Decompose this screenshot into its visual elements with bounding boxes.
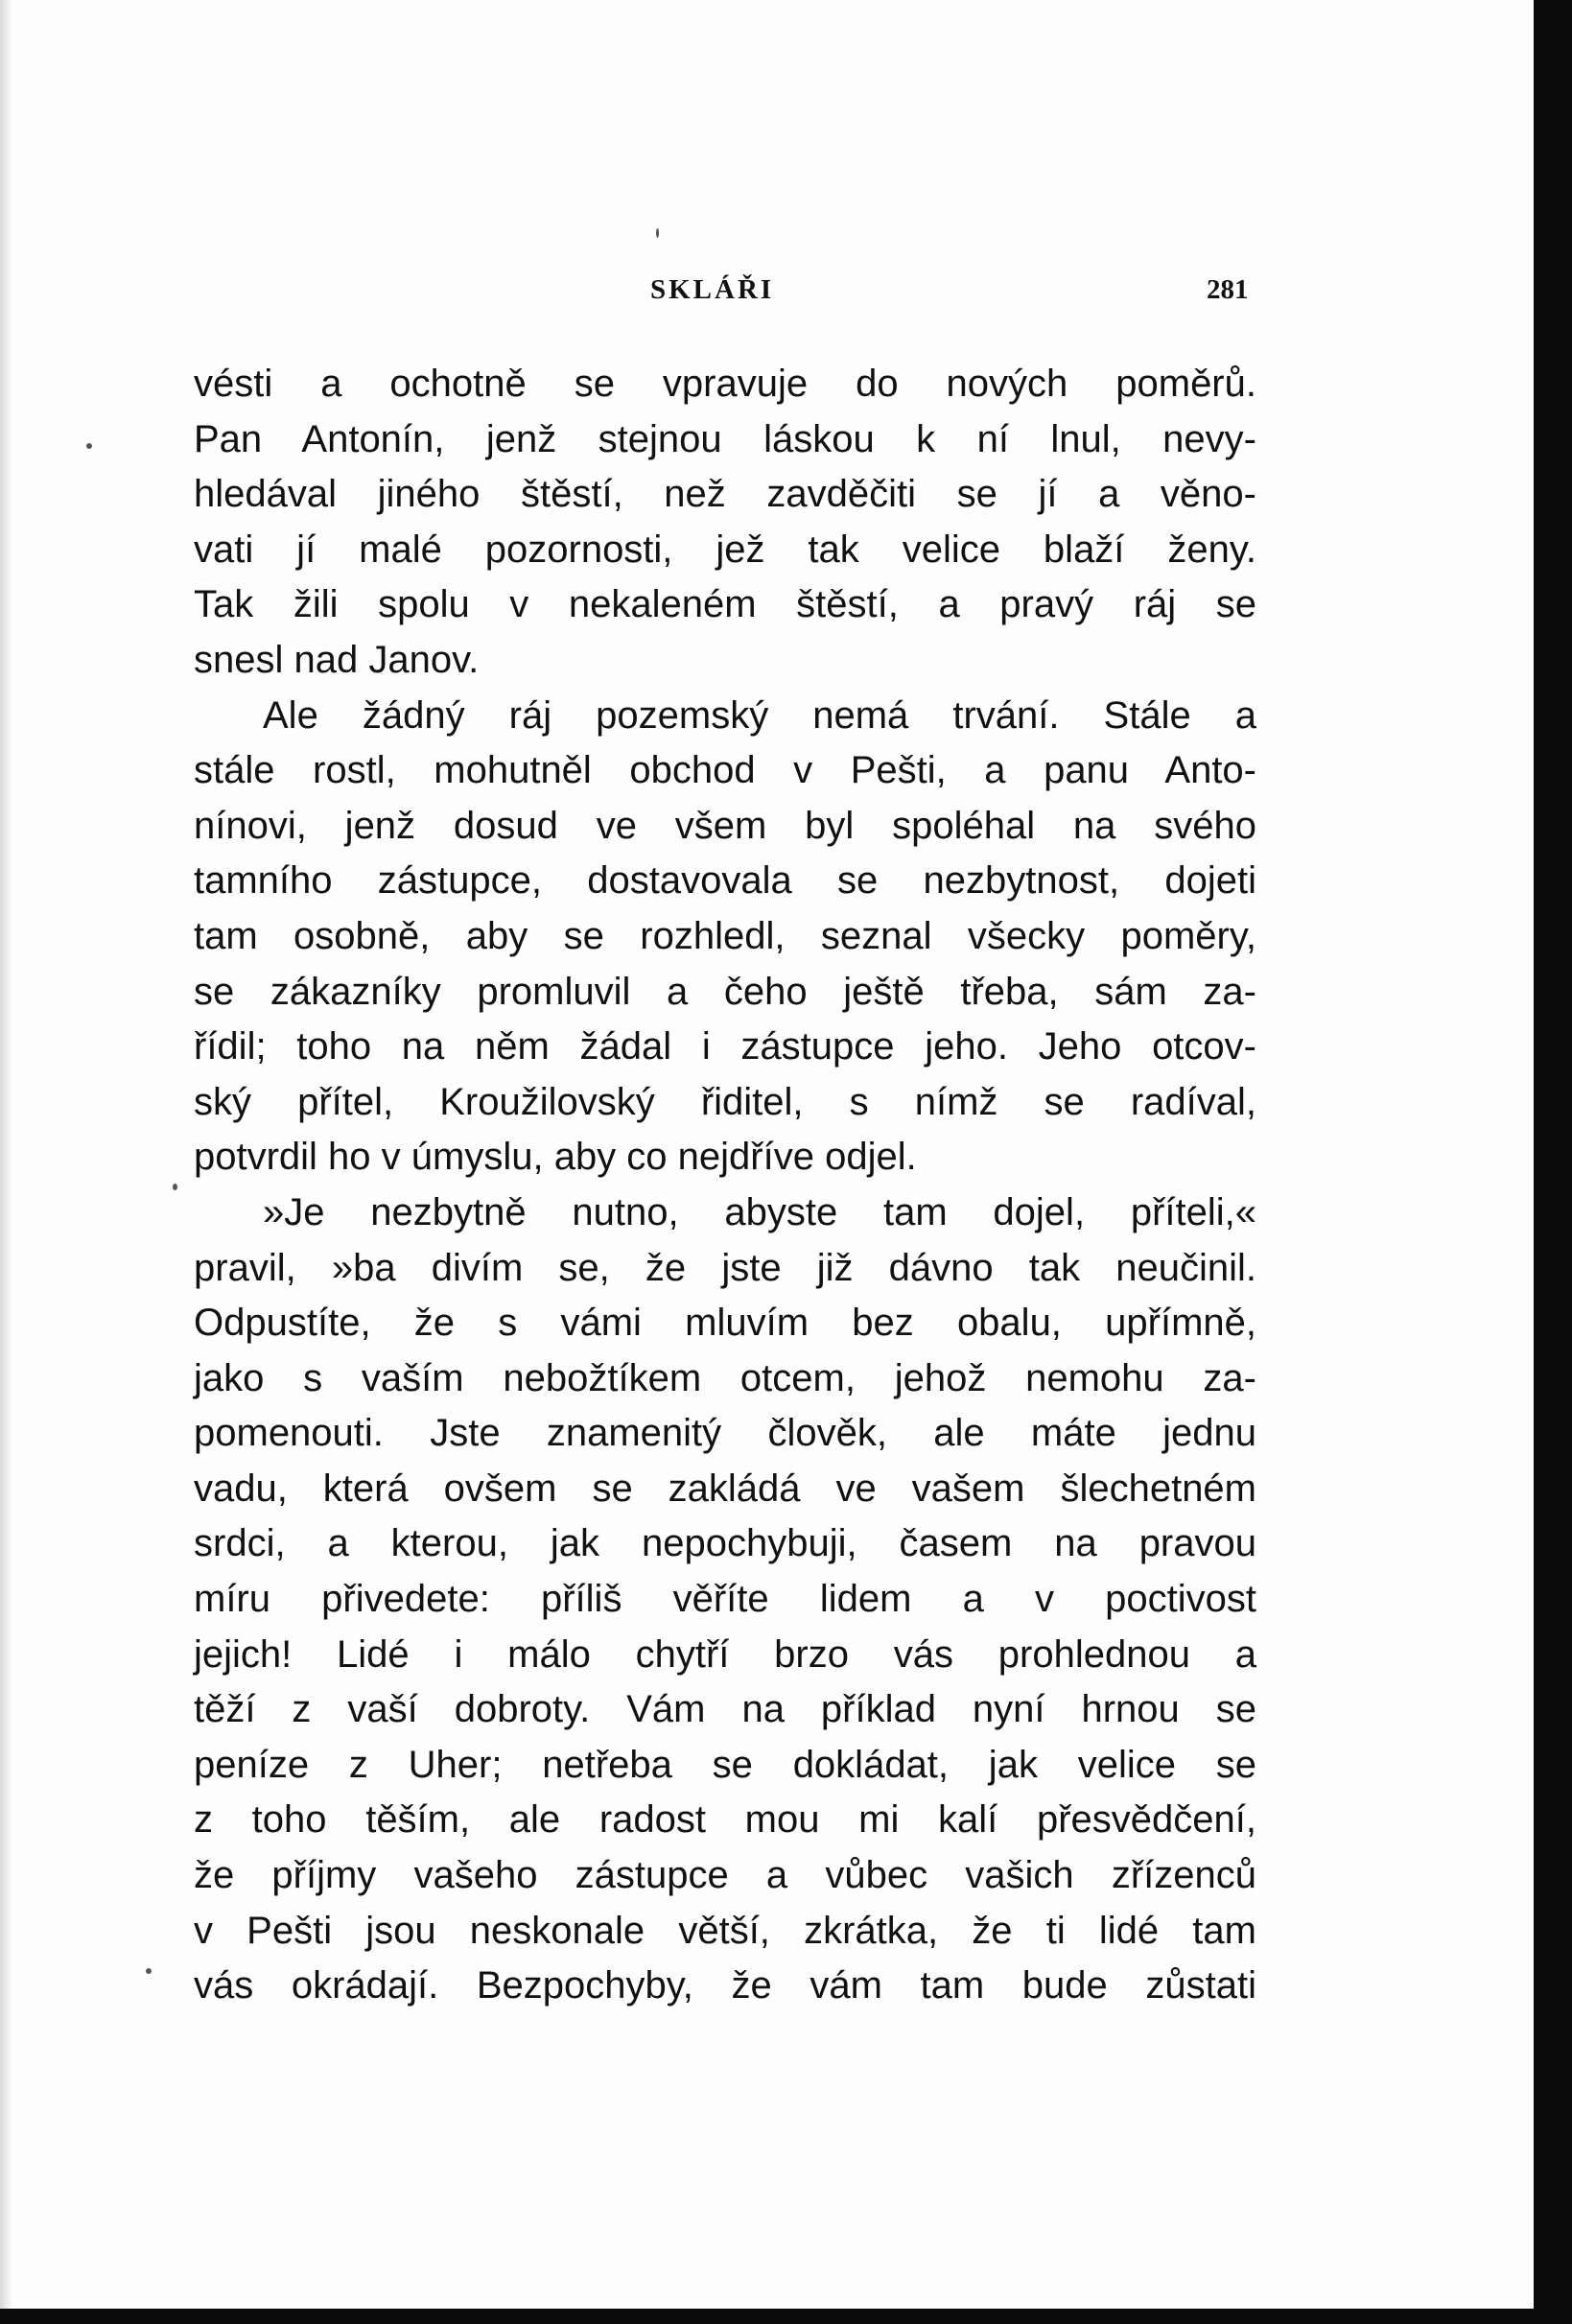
dust-speck xyxy=(173,1184,177,1190)
text-line: se zákazníky promluvil a čeho ještě třeba, sám za- xyxy=(194,970,1256,1013)
text-line: Tak žili spolu v nekaleném štěstí, a pravý ráj se xyxy=(194,583,1256,626)
dust-speck xyxy=(86,443,92,449)
text-line: srdci, a kterou, jak nepochybuji, časem na pravou xyxy=(194,1522,1256,1565)
page-number: 281 xyxy=(1207,274,1249,305)
text-line: vati jí malé pozornosti, jež tak velice blaží ženy. xyxy=(194,528,1256,571)
running-title: SKLÁŘI xyxy=(650,274,775,305)
text-line: jako s vaším nebožtíkem otcem, jehož nemohu za- xyxy=(194,1356,1256,1399)
text-line: potvrdil ho v úmyslu, aby co nejdříve odjel. xyxy=(194,1136,917,1179)
left-edge-shadow xyxy=(0,0,13,2324)
text-line: z toho těším, ale radost mou mi kalí přesvědčení, xyxy=(194,1798,1256,1842)
text-line: nínovi, jenž dosud ve všem byl spoléhal na svého xyxy=(194,804,1256,847)
text-line: Pan Antonín, jenž stejnou láskou k ní lnul, nevy- xyxy=(194,417,1256,460)
text-line: řídil; toho na něm žádal i zástupce jeho. Jeho otcov- xyxy=(194,1025,1256,1068)
text-line: pomenouti. Jste znamenitý člověk, ale máte jednu xyxy=(194,1412,1256,1455)
text-line: vésti a ochotně se vpravuje do nových poměrů. xyxy=(194,363,1256,405)
text-line: pravil, »ba divím se, že jste již dávno tak neučinil. xyxy=(194,1246,1256,1289)
bottom-scan-border xyxy=(0,2309,1572,2324)
text-line: vás okrádají. Bezpochyby, že vám tam bude zůstati xyxy=(194,1964,1256,2007)
text-line: tam osobně, aby se rozhledl, seznal všecky poměry, xyxy=(194,914,1256,957)
dust-speck xyxy=(146,1968,152,1974)
dust-speck xyxy=(656,228,659,238)
text-line: jejich! Lidé i málo chytří brzo vás prohlednou a xyxy=(194,1632,1256,1676)
text-line: tamního zástupce, dostavovala se nezbytnost, dojeti xyxy=(194,859,1256,903)
text-line: ský přítel, Kroužilovský řiditel, s nímž se radíval, xyxy=(194,1080,1256,1123)
text-line: hledával jiného štěstí, než zavděčiti se jí a věno- xyxy=(194,473,1256,516)
text-line: vadu, která ovšem se zakládá ve vašem šlechetném xyxy=(194,1467,1256,1510)
text-line: peníze z Uher; netřeba se dokládat, jak velice se xyxy=(194,1743,1256,1786)
right-scan-border xyxy=(1534,0,1572,2324)
running-head xyxy=(192,274,1247,313)
body-text xyxy=(194,357,1256,2014)
text-line: těží z vaší dobroty. Vám na příklad nyní hrnou se xyxy=(194,1688,1256,1731)
text-line: Odpustíte, že s vámi mluvím bez obalu, upřímně, xyxy=(194,1302,1256,1345)
text-line: Ale žádný ráj pozemský nemá trvání. Stále a xyxy=(263,693,1256,737)
text-line: v Pešti jsou neskonale větší, zkrátka, že ti lidé tam xyxy=(194,1909,1256,1952)
text-line: snesl nad Janov. xyxy=(194,638,480,681)
text-line: stále rostl, mohutněl obchod v Pešti, a panu Anto- xyxy=(194,749,1256,792)
text-line: »Je nezbytně nutno, abyste tam dojel, příteli,« xyxy=(263,1190,1256,1233)
text-line: míru přivedete: příliš věříte lidem a v poctivost xyxy=(194,1578,1256,1621)
text-line: že příjmy vašeho zástupce a vůbec vašich zřízenců xyxy=(194,1854,1256,1897)
